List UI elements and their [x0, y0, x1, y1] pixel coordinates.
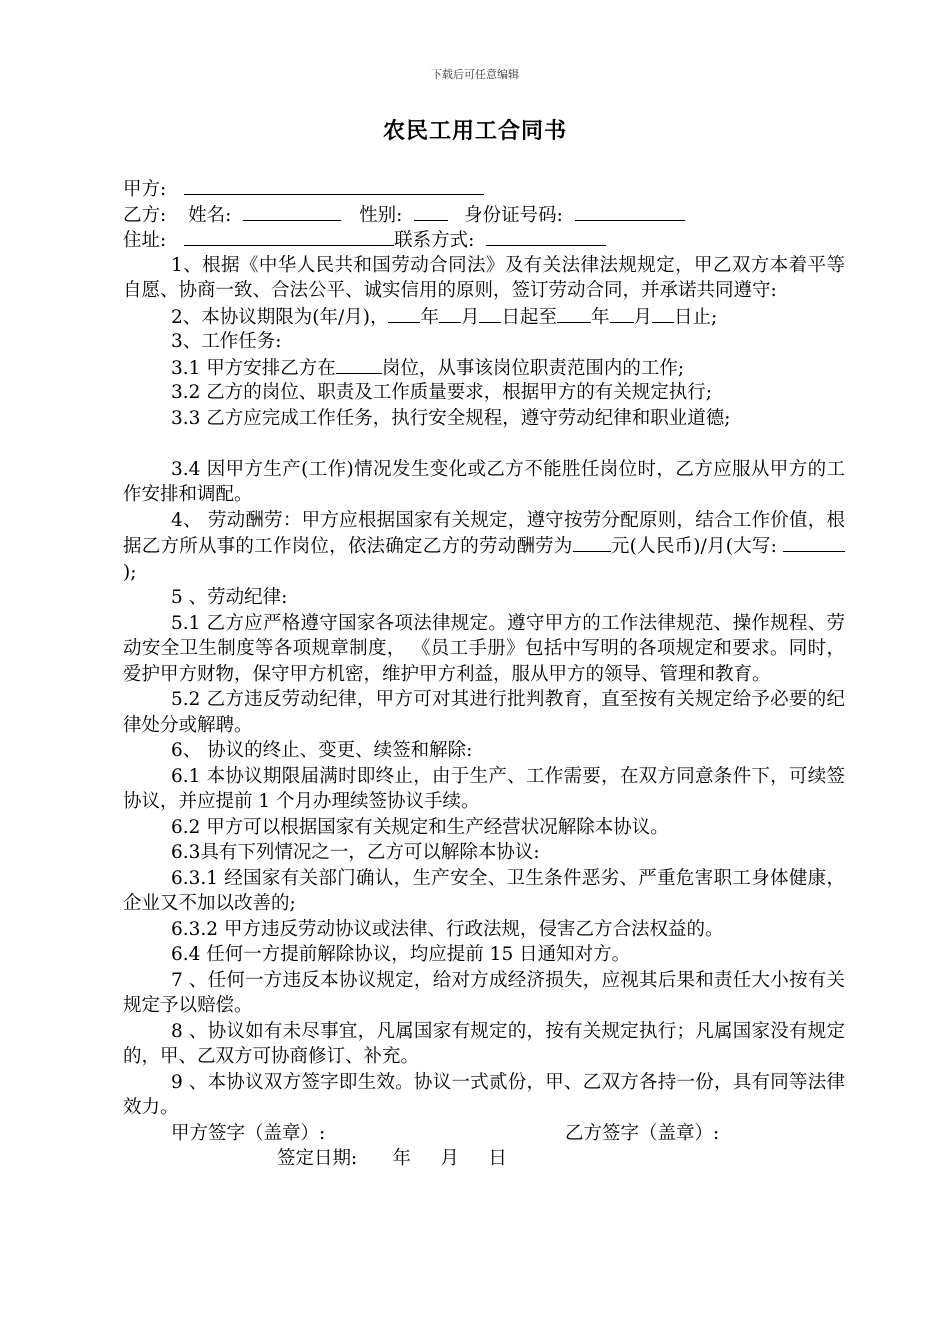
contract-body [123, 176, 845, 1172]
party-b-line [123, 202, 845, 228]
name-label: 姓名: [188, 204, 232, 226]
clause-4: 4、 劳动酬劳：甲方应根据国家有关规定，遵守按劳分配原则，结合工作价值，根据乙方所从事的工作岗位，依法确定乙方的劳动酬劳为 元(人民币)/月(大写: ); [123, 509, 845, 583]
month-end-blank [610, 304, 634, 323]
page-title: 农民工用工合同书 [382, 118, 567, 144]
clause-6-2: 6.2 甲方可以根据国家有关规定和生产经营状况解除本协议。 [171, 816, 669, 838]
clause-9: 9 、本协议双方签字即生效。协议一式贰份，甲、乙双方各持一份，具有同等法律效力。 [123, 1071, 845, 1118]
clause-3-1: 3.1 甲方安排乙方在 岗位，从事该岗位职责范围内的工作; [123, 355, 845, 381]
name-blank [243, 202, 341, 221]
clause-3-3: 3.3 乙方应完成工作任务，执行安全规程，遵守劳动纪律和职业道德; [171, 407, 731, 429]
clause-5: 5 、劳动纪律: [171, 587, 288, 608]
day-start-blank [479, 304, 501, 323]
spacer [123, 431, 845, 457]
clause-5-1: 5.1 乙方应严格遵守国家各项法律规定。遵守甲方的工作法律规范、操作规程、劳动安全卫生制度等各项规章制度， 《员工手册》包括中写明的各项规定和要求。同时，爱护甲方财物，保守甲方机密，维护甲方利益，服从甲方的领导、管理和教育。 [123, 612, 845, 685]
gender-label: 性别: [359, 204, 403, 226]
clause-5-2: 5.2 乙方违反劳动纪律，甲方可对其进行批判教育，直至按有关规定给予必要的纪律处分或解聘。 [123, 689, 845, 736]
clause-8: 8 、协议如有未尽事宜，凡属国家有规定的，按有关规定执行；凡属国家没有规定的，甲、乙双方可协商修订、补充。 [123, 1020, 845, 1067]
contact-label: 联系方式: [394, 230, 475, 251]
clause-6-4: 6.4 任何一方提前解除协议，均应提前 15 日通知对方。 [171, 944, 631, 965]
clause-6: 6、 协议的终止、变更、续签和解除: [171, 740, 473, 761]
party-b-signature-label: 乙方签字（盖章）: [565, 1122, 720, 1144]
party-a-line [123, 176, 845, 202]
party-a-signature-label: 甲方签字（盖章）: [171, 1122, 326, 1144]
clause-7: 7 、任何一方违反本协议规定，给对方成经济损失，应视其后果和责任大小按有关规定予以赔偿。 [123, 969, 845, 1016]
gender-blank [414, 202, 448, 221]
signature-row [123, 1121, 845, 1147]
clause-3-4: 3.4 因甲方生产(工作)情况发生变化或乙方不能胜任岗位时，乙方应服从甲方的工作安排和调配。 [123, 458, 845, 505]
salary-words-blank [783, 533, 845, 552]
party-b-label: 乙方: [123, 204, 167, 226]
clause-3: 3、工作任务: [171, 331, 282, 352]
clause-1: 1、根据《中华人民共和国劳动合同法》及有关法律法规规定，甲乙双方本着平等自愿、协商一致、合法公平、诚实信用的原则，签订劳动合同，并承诺共同遵守: [123, 254, 845, 301]
address-blank [184, 227, 394, 246]
header-note: 下载后可任意编辑 [431, 68, 519, 81]
clause-3-2: 3.2 乙方的岗位、职责及工作质量要求，根据甲方的有关规定执行; [171, 382, 713, 403]
contact-blank [486, 227, 606, 246]
signing-date-row [123, 1146, 845, 1172]
year-end-blank [557, 304, 591, 323]
post-blank [336, 355, 382, 374]
address-label: 住址: [123, 230, 167, 251]
party-a-blank [184, 176, 484, 195]
id-blank [575, 202, 685, 221]
clause-6-3-2: 6.3.2 甲方违反劳动协议或法律、行政法规，侵害乙方合法权益的。 [171, 918, 724, 940]
clause-6-3: 6.3具有下列情况之一，乙方可以解除本协议: [171, 842, 540, 863]
address-line [123, 227, 845, 253]
clause-2: 2、本协议期限为(年/月)， 年 月 日起至 年 月 日止; [123, 304, 845, 330]
party-a-label: 甲方: [123, 179, 167, 200]
day-end-blank [652, 304, 674, 323]
clause-6-1: 6.1 本协议期限届满时即终止，由于生产、工作需要，在双方同意条件下，可续签协议，并应提前 1 个月办理续签协议手续。 [123, 765, 845, 812]
year-start-blank [388, 304, 420, 323]
signing-date-label: 签定日期: 年 月 日 [277, 1148, 507, 1169]
month-start-blank [439, 304, 461, 323]
clause-6-3-1: 6.3.1 经国家有关部门确认，生产安全、卫生条件恶劣、严重危害职工身体健康，企业又不加以改善的; [123, 867, 845, 914]
id-label: 身份证号码: [464, 204, 563, 226]
salary-blank [573, 533, 611, 552]
